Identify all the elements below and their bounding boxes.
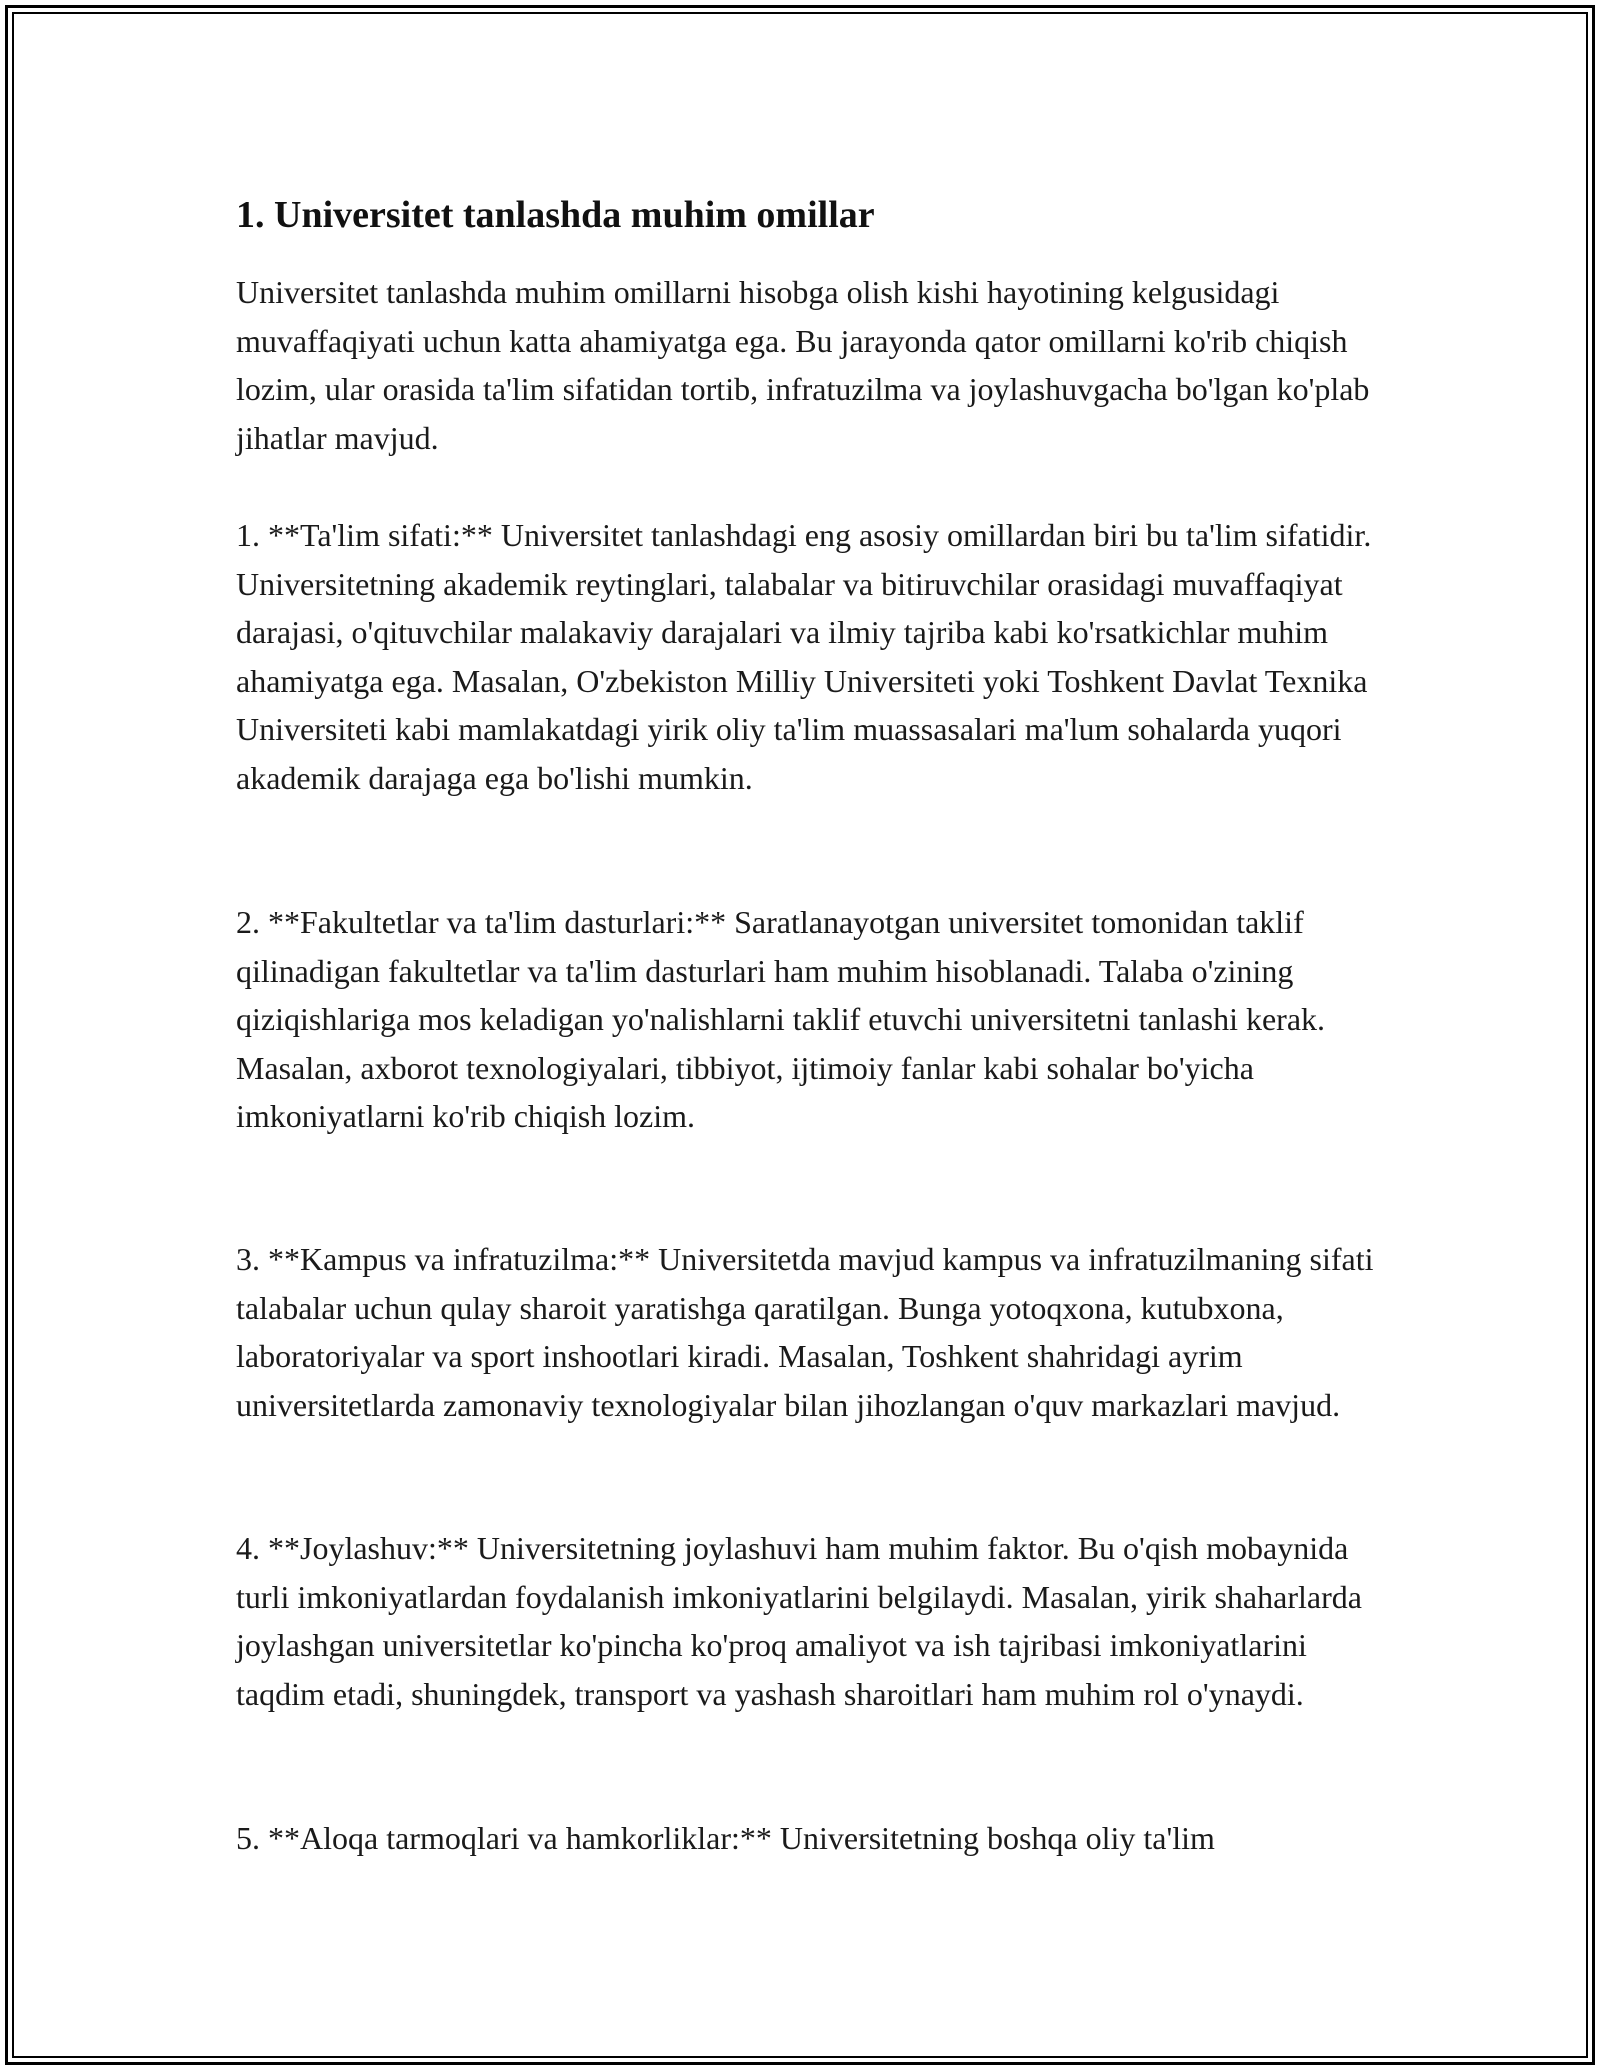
list-item: 3. **Kampus va infratuzilma:** Universitetda mavjud kampus va infratuzilmaning sifati talabalar uchun qulay sharoit yaratishga qaratilgan. Bunga yotoqxona, kutubxona, laboratoriyalar va sport inshootlari kiradi. Masalan, Toshkent shahridagi ayrim universitetlarda zamonaviy texnologiyalar bilan jihozlangan o'quv markazlari mavjud. [236,1241,1374,1423]
list-item: 1. **Ta'lim sifati:** Universitet tanlashdagi eng asosiy omillardan biri bu ta'lim sifatidir. Universitetning akademik reytinglari, talabalar va bitiruvchilar orasidagi muvaffaqiyat darajasi, o'qituvchilar malakaviy darajalari va ilmiy tajriba kabi ko'rsatkichlar muhim ahamiyatga ega. Masalan, O'zbekiston Milliy Universiteti yoki Toshkent Davlat Texnika Universiteti kabi mamlakatdagi yirik oliy ta'lim muassasalari ma'lum sohalarda yuqori akademik darajaga ega bo'lishi mumkin. [236,517,1372,796]
document-title: 1. Universitet tanlashda muhim omillar [236,194,875,236]
list-item: 4. **Joylashuv:** Universitetning joylashuvi ham muhim faktor. Bu o'qish mobaynida turli imkoniyatlardan foydalanish imkoniyatlarini belgilaydi. Masalan, yirik shaharlarda joylashgan universitetlar ko'pincha ko'proq amaliyot va ish tajribasi imkoniyatlarini taqdim etadi, shuningdek, transport va yashash sharoitlari ham muhim rol o'ynaydi. [236,1530,1362,1712]
intro-paragraph: Universitet tanlashda muhim omillarni hisobga olish kishi hayotining kelgusidagi muvaffaqiyati uchun katta ahamiyatga ega. Bu jarayonda qator omillarni ko'rib chiqish lozim, ular orasida ta'lim sifatidan tortib, infratuzilma va joylashuvgacha bo'lgan ko'plab jihatlar mavjud. [236,274,1370,456]
document-body [236,186,1376,1856]
list-item: 2. **Fakultetlar va ta'lim dasturlari:** Saratlanayotgan universitet tomonidan taklif qilinadigan fakultetlar va ta'lim dasturlari ham muhim hisoblanadi. Talaba o'zining qiziqishlariga mos keladigan yo'nalishlarni taklif etuvchi universitetni tanlashi kerak. Masalan, axborot texnologiyalari, tibbiyot, ijtimoiy fanlar kabi sohalar bo'yicha imkoniyatlarni ko'rib chiqish lozim. [236,904,1326,1134]
list-item: 5. **Aloqa tarmoqlari va hamkorliklar:** Universitetning boshqa oliy ta'lim [236,1820,1215,1856]
